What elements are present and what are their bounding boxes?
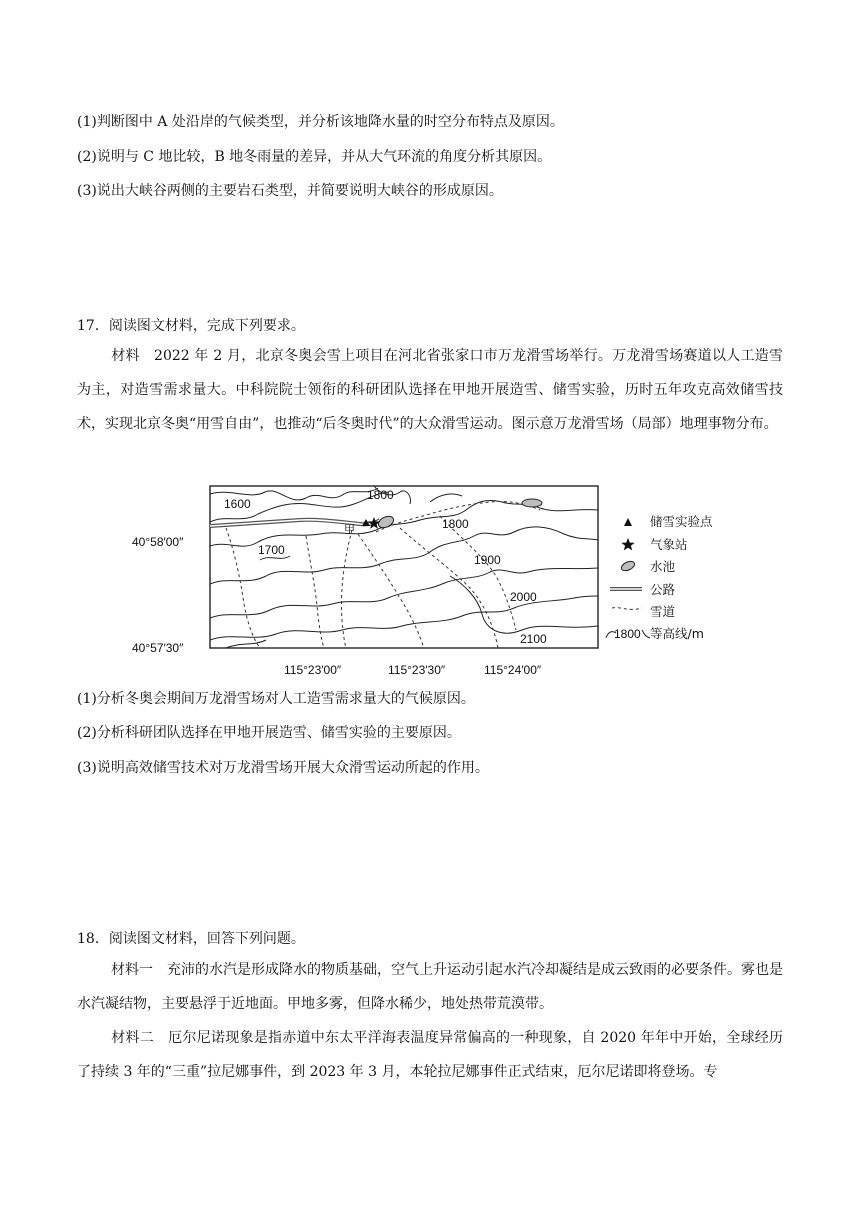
question-line: (1)分析冬奥会期间万龙滑雪场对人工造雪需求量大的气候原因。 bbox=[77, 691, 475, 707]
q18-material-2 bbox=[77, 1021, 783, 1089]
legend-label: 等高线/m bbox=[650, 626, 704, 641]
question-line: (2)分析科研团队选择在甲地开展造雪、储雪实验的主要原因。 bbox=[77, 725, 461, 741]
pond-icon bbox=[522, 499, 542, 507]
contour-label: 2100 bbox=[520, 632, 547, 646]
q17-material-text: 材料 2022 年 2 月，北京冬奥会雪上项目在河北省张家口市万龙滑雪场举行。万龙滑雪场赛道以人工造雪为主，对造雪需求量大。中科院院士领衔的科研团队选择在甲地开展造雪、储雪实验，历时五年攻克高效储雪技术，实现北京冬奥“用雪自由”，也推动“后冬奥时代”的大众滑雪运动。图示意万龙滑雪场（局部）地理事物分布。 bbox=[77, 348, 783, 432]
legend-label: 水池 bbox=[650, 559, 676, 574]
latitude-label: 40°57′30″ bbox=[132, 641, 184, 655]
question-line: (2)说明与 C 地比较，B 地冬雨量的差异，并从大气环流的角度分析其原因。 bbox=[77, 149, 552, 165]
longitude-label: 115°23′30″ bbox=[388, 663, 446, 677]
legend-label: 储雪实验点 bbox=[650, 514, 713, 529]
ski-resort-map bbox=[130, 480, 730, 680]
q18-material-1-text: 材料一 充沛的水汽是形成降水的物质基础，空气上升运动引起水汽冷却凝结是成云致雨的必要条件。雾也是水汽凝结物，主要悬浮于近地面。甲地多雾，但降水稀少，地处热带荒漠带。 bbox=[77, 962, 783, 1012]
legend-label: 气象站 bbox=[650, 537, 688, 552]
contour-label: 1800 bbox=[442, 517, 469, 531]
pond-icon bbox=[620, 559, 636, 572]
latitude-label: 40°58′00″ bbox=[132, 535, 184, 549]
question-line: (3)说出大峡谷两侧的主要岩石类型，并简要说明大峡谷的形成原因。 bbox=[77, 183, 503, 199]
star-icon bbox=[621, 538, 634, 550]
q18-heading: 18．阅读图文材料，回答下列问题。 bbox=[77, 931, 305, 947]
q18-material-2-text: 材料二 厄尔尼诺现象是指赤道中东太平洋海表温度异常偏高的一种现象，自 2020 年年中开始，全球经历了持续 3 年的“三重”拉尼娜事件，到 2023 年 3 月，本轮拉尼娜事件正式结束，厄尔尼诺即将登场。专 bbox=[77, 1030, 783, 1080]
contour-label: 1600 bbox=[224, 497, 251, 511]
ski-run-icon bbox=[612, 608, 642, 610]
contour-label: 1800 bbox=[367, 488, 394, 502]
contour-label: 1700 bbox=[258, 543, 285, 557]
legend-label: 雪道 bbox=[650, 604, 676, 619]
longitude-label: 115°24′00″ bbox=[484, 663, 542, 677]
ski-resort-map-svg bbox=[130, 480, 730, 680]
contour-label: 1900 bbox=[474, 553, 501, 567]
question-line: (3)说明高效储雪技术对万龙滑雪场开展大众滑雪运动所起的作用。 bbox=[77, 760, 489, 776]
q17-heading: 17．阅读图文材料，完成下列要求。 bbox=[77, 318, 305, 334]
map-legend bbox=[606, 514, 713, 641]
longitude-label: 115°23′00″ bbox=[284, 663, 342, 677]
contour-label: 2000 bbox=[510, 590, 537, 604]
q17-material bbox=[77, 339, 783, 441]
legend-label: 1800 bbox=[614, 627, 641, 641]
question-line: (1)判断图中 A 处沿岸的气候类型，并分析该地降水量的时空分布特点及原因。 bbox=[77, 114, 564, 130]
place-label: 甲 bbox=[344, 523, 355, 536]
triangle-icon bbox=[624, 518, 632, 526]
q18-material-1 bbox=[77, 953, 783, 1021]
legend-label: 公路 bbox=[650, 582, 676, 597]
